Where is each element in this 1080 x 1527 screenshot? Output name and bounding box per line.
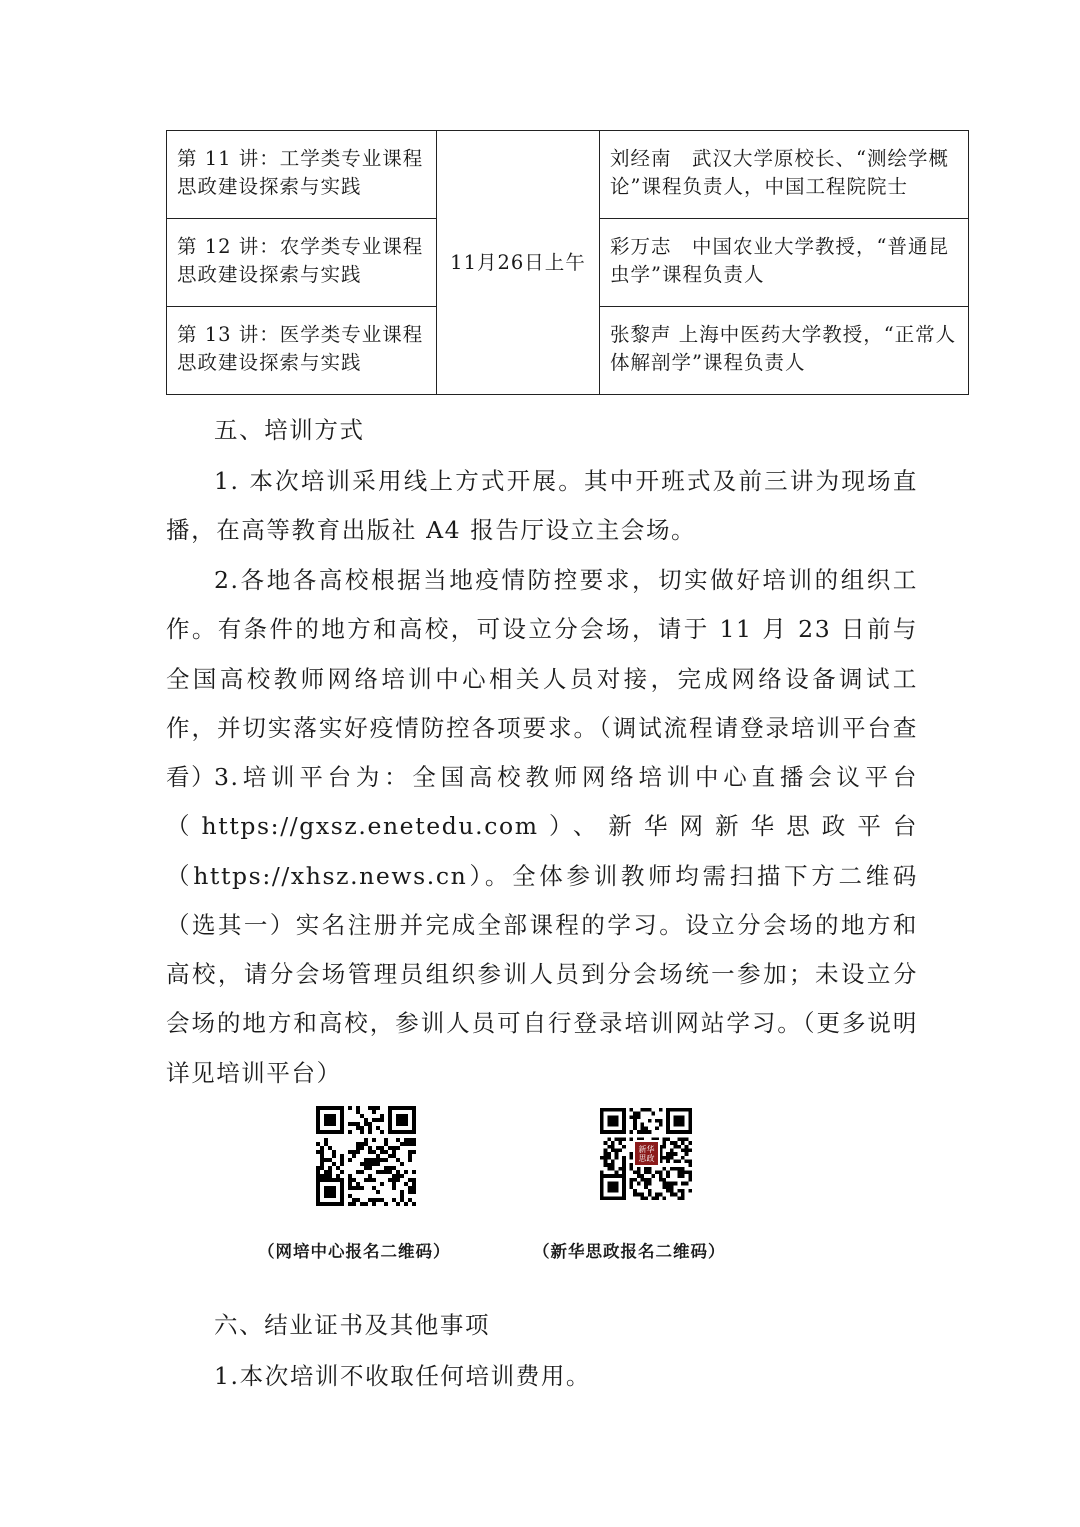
lecture-time: 11月26日上午 bbox=[437, 131, 600, 395]
section-6-heading: 六、结业证书及其他事项 bbox=[214, 1311, 491, 1339]
xinhua-qr-caption: （新华思政报名二维码） bbox=[533, 1242, 726, 1261]
section-5-paragraph-1: 1. 本次培训采用线上方式开展。其中开班式及前三讲为现场直播，在高等教育出版社 A4 报告厅设立主会场。 bbox=[166, 467, 918, 545]
lecture-title: 第 13 讲：医学类专业课程思政建设探索与实践 bbox=[167, 307, 437, 395]
schedule-table bbox=[166, 130, 969, 395]
lecture-title: 第 11 讲：工学类专业课程思政建设探索与实践 bbox=[167, 131, 437, 219]
lecture-speaker: 刘经南 武汉大学原校长、“测绘学概论”课程负责人，中国工程院院士 bbox=[600, 131, 969, 219]
section-5-paragraph-2: 2.各地各高校根据当地疫情防控要求，切实做好培训的组织工作。有条件的地方和高校，可设立分会场，请于 11 月 23 日前与全国高校教师网络培训中心相关人员对接，完成网络设备调试工作，并切实落实好疫情防控各项要求。（调试流程请登录培训平台查看） bbox=[166, 566, 918, 792]
xinhua-qr-code bbox=[600, 1108, 692, 1200]
section-5-paragraph-3: 3.培训平台为：全国高校教师网络培训中心直播会议平台（https://gxsz.enetedu.com）、新华网新华思政平台（https://xhsz.news.cn）。全体参训教师均需扫描下方二维码（选其一）实名注册并完成全部课程的学习。设立分会场的地方和高校，请分会场管理员组织参训人员到分会场统一参加；未设立分会场的地方和高校，参训人员可自行登录培训网站学习。（更多说明详见培训平台） bbox=[166, 763, 918, 1087]
xinhua-logo: 新华思政 bbox=[633, 1140, 660, 1167]
lecture-speaker: 彩万志 中国农业大学教授，“普通昆虫学”课程负责人 bbox=[600, 219, 969, 307]
section-6-paragraph-1: 1.本次培训不收取任何培训费用。 bbox=[214, 1362, 592, 1390]
lecture-speaker: 张黎声 上海中医药大学教授，“正常人体解剖学”课程负责人 bbox=[600, 307, 969, 395]
wangpei-qr-caption: （网培中心报名二维码） bbox=[258, 1242, 451, 1261]
section-5-heading: 五、培训方式 bbox=[214, 416, 365, 444]
lecture-title: 第 12 讲：农学类专业课程思政建设探索与实践 bbox=[167, 219, 437, 307]
table-row bbox=[167, 131, 969, 219]
wangpei-qr-code bbox=[316, 1106, 416, 1206]
